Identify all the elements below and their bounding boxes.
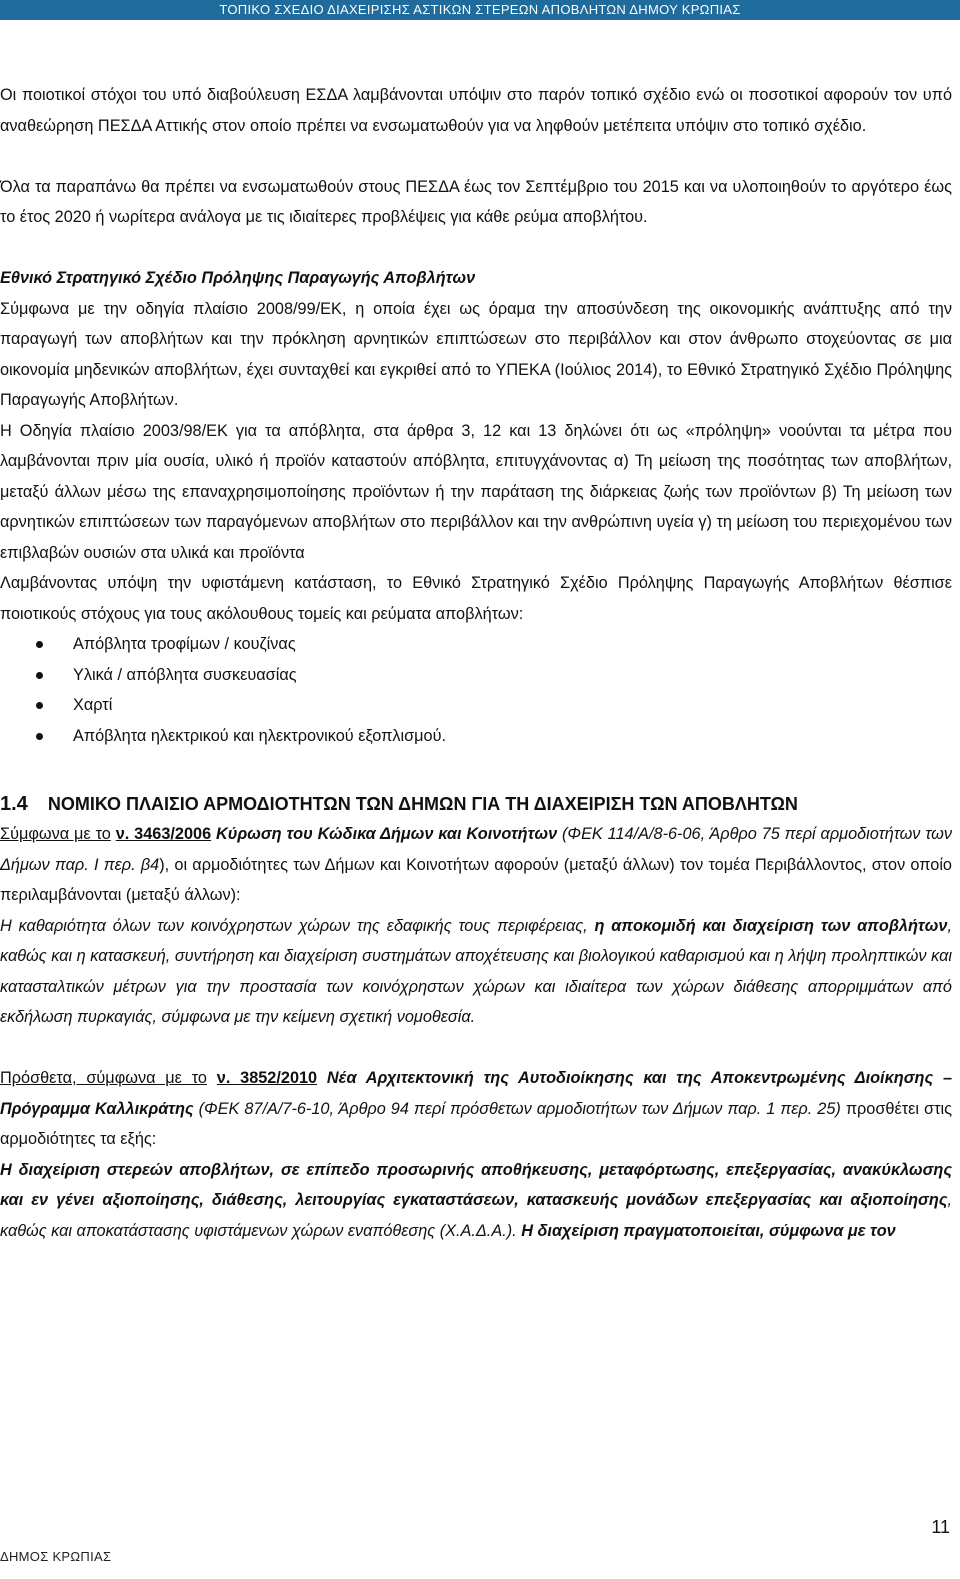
quote-solid-waste-management: Η διαχείριση στερεών αποβλήτων, σε επίπεδο προσωρινής αποθήκευσης, μεταφόρτωσης, επεξεργασίας, ανακύκλωσης και εν γένει αξιοποίησης, διάθεσης, λειτουργίας εγκαταστάσεων, κατασκευής μονάδων επεξεργασίας και αξιοποίησης, καθώς και αποκατάστασης υφιστάμενων χώρων εναπόθεσης (Χ.Α.Δ.Α.). Η διαχείριση πραγματοποιείται, σύμφωνα με τον: [0, 1160, 952, 1240]
list-item: Απόβλητα ηλεκτρικού και ηλεκτρονικού εξοπλισμού.: [73, 721, 952, 752]
list-item: Υλικά / απόβλητα συσκευασίας: [73, 660, 952, 691]
section-number: 1.4: [0, 793, 28, 815]
subheading-prevention-plan: Εθνικό Στρατηγικό Σχέδιο Πρόληψης Παραγωγής Αποβλήτων: [0, 269, 476, 287]
paragraph-integration-deadline: Όλα τα παραπάνω θα πρέπει να ενσωματωθούν στους ΠΕΣΔΑ έως τον Σεπτέμβριο του 2015 και να υλοποιηθούν το αργότερο έως το έτος 2020 ή νωρίτερα ανάλογα με τις ιδιαίτερες προβλέψεις για κάθε ρεύμα αποβλήτου.: [0, 177, 952, 226]
page-number: 11: [931, 1517, 950, 1537]
paragraph-qualitative-targets: Οι ποιοτικοί στόχοι του υπό διαβούλευση ΕΣΔΑ λαμβάνονται υπόψιν στο παρόν τοπικό σχέδιο ενώ οι ποσοτικοί αφορούν τον υπό αναθεώρηση ΠΕΣΔΑ Αττικής στον οποίο πρέπει να ενσωματωθούν για να ληφθούν μετέπειτα υπόψιν στο τοπικό σχέδιο.: [0, 86, 952, 135]
list-item: Απόβλητα τροφίμων / κουζίνας: [73, 629, 952, 660]
quote-cleaning-responsibilities: Η καθαριότητα όλων των κοινόχρηστων χώρων της εδαφικής τους περιφέρειας, η αποκομιδή και διαχείριση των αποβλήτων, καθώς και η κατασκευή, συντήρηση και διαχείριση συστημάτων αποχέτευσης και βιολογικού καθαρισμού και η λήψη προληπτικών και κατασταλτικών μέτρων για την προστασία των κοινόχρηστων χώρων και ιδιαίτερα των χώρων διάθεσης απορριμμάτων από εκδήλωση πυρκαγιάς, σύμφωνα με την κείμενη σχετική νομοθεσία.: [0, 916, 952, 1026]
paragraph-law-3463: Σύμφωνα με το ν. 3463/2006 Κύρωση του Κώδικα Δήμων και Κοινοτήτων (ΦΕΚ 114/Α/8-6-06, Άρθρο 75 περί αρμοδιοτήτων των Δήμων παρ. Ι περ. β4), οι αρμοδιότητες των Δήμων και Κοινοτήτων αφορούν (μεταξύ άλλων) τον τομέα Περιβάλλοντος, στον οποίο περιλαμβάνονται (μεταξύ άλλων):: [0, 825, 952, 904]
document-header: [0, 0, 960, 20]
paragraph-directive-2008: Σύμφωνα με την οδηγία πλαίσιο 2008/99/ΕΚ, η οποία έχει ως όραμα την αποσύνδεση της οικονομικής ανάπτυξης από την παραγωγή των αποβλήτων και την πρόκληση αρνητικών επιπτώσεων στο περιβάλλον και στον άνθρωπο στοχεύοντας σε μια οικονομία μηδενικών αποβλήτων, έχει συνταχθεί και εγκριθεί από το ΥΠΕΚΑ (Ιούλιος 2014), το Εθνικό Στρατηγικό Σχέδιο Πρόληψης Παραγωγής Αποβλήτων.: [0, 299, 952, 409]
paragraph-targets-intro: Λαμβάνοντας υπόψη την υφιστάμενη κατάσταση, το Εθνικό Στρατηγικό Σχέδιο Πρόληψης Παραγωγής Αποβλήτων θέσπισε ποιοτικούς στόχους για τους ακόλουθους τομείς και ρεύματα αποβλήτων:: [0, 574, 952, 623]
waste-streams-list: [0, 629, 952, 751]
list-item: Χαρτί: [73, 690, 952, 721]
section-heading: [0, 787, 952, 819]
document-body: [0, 80, 952, 1246]
footer-municipality: ΔΗΜΟΣ ΚΡΩΠΙΑΣ: [0, 1549, 112, 1564]
section-title: ΝΟΜΙΚΟ ΠΛΑΙΣΙΟ ΑΡΜΟΔΙΟΤΗΤΩΝ ΤΩΝ ΔΗΜΩΝ ΓΙΑ ΤΗ ΔΙΑΧΕΙΡΙΣΗ ΤΩΝ ΑΠΟΒΛΗΤΩΝ: [47, 794, 798, 814]
paragraph-law-3852: Πρόσθετα, σύμφωνα με το ν. 3852/2010 Νέα Αρχιτεκτονική της Αυτοδιοίκησης και της Αποκεντρωμένης Διοίκησης – Πρόγραμμα Καλλικράτης (ΦΕΚ 87/Α/7-6-10, Άρθρο 94 περί πρόσθετων αρμοδιοτήτων των Δήμων παρ. 1 περ. 25) προσθέτει στις αρμοδιότητες τα εξής:: [0, 1069, 952, 1148]
header-title: ΤΟΠΙΚΟ ΣΧΕΔΙΟ ΔΙΑΧΕΙΡΙΣΗΣ ΑΣΤΙΚΩΝ ΣΤΕΡΕΩΝ ΑΠΟΒΛΗΤΩΝ ΔΗΜΟΥ ΚΡΩΠΙΑΣ: [219, 2, 741, 17]
paragraph-directive-2003: Η Οδηγία πλαίσιο 2003/98/ΕΚ για τα απόβλητα, στα άρθρα 3, 12 και 13 δηλώνει ότι ως «πρόληψη» νοούνται τα μέτρα που λαμβάνονται πριν μία ουσία, υλικό ή προϊόν καταστούν απόβλητα, επιτυγχάνοντας α) Τη μείωση της ποσότητας των αποβλήτων, μεταξύ άλλων μέσω της επαναχρησιμοποίησης προϊόντων ή την παράταση της διάρκειας ζωής των προϊόντων β) Τη μείωση των αρνητικών επιπτώσεων των παραγόμενων αποβλήτων στο περιβάλλον και την ανθρώπινη υγεία γ) τη μείωση του περιεχομένου των επιβλαβών ουσιών στα υλικά και προϊόντα: [0, 421, 952, 562]
